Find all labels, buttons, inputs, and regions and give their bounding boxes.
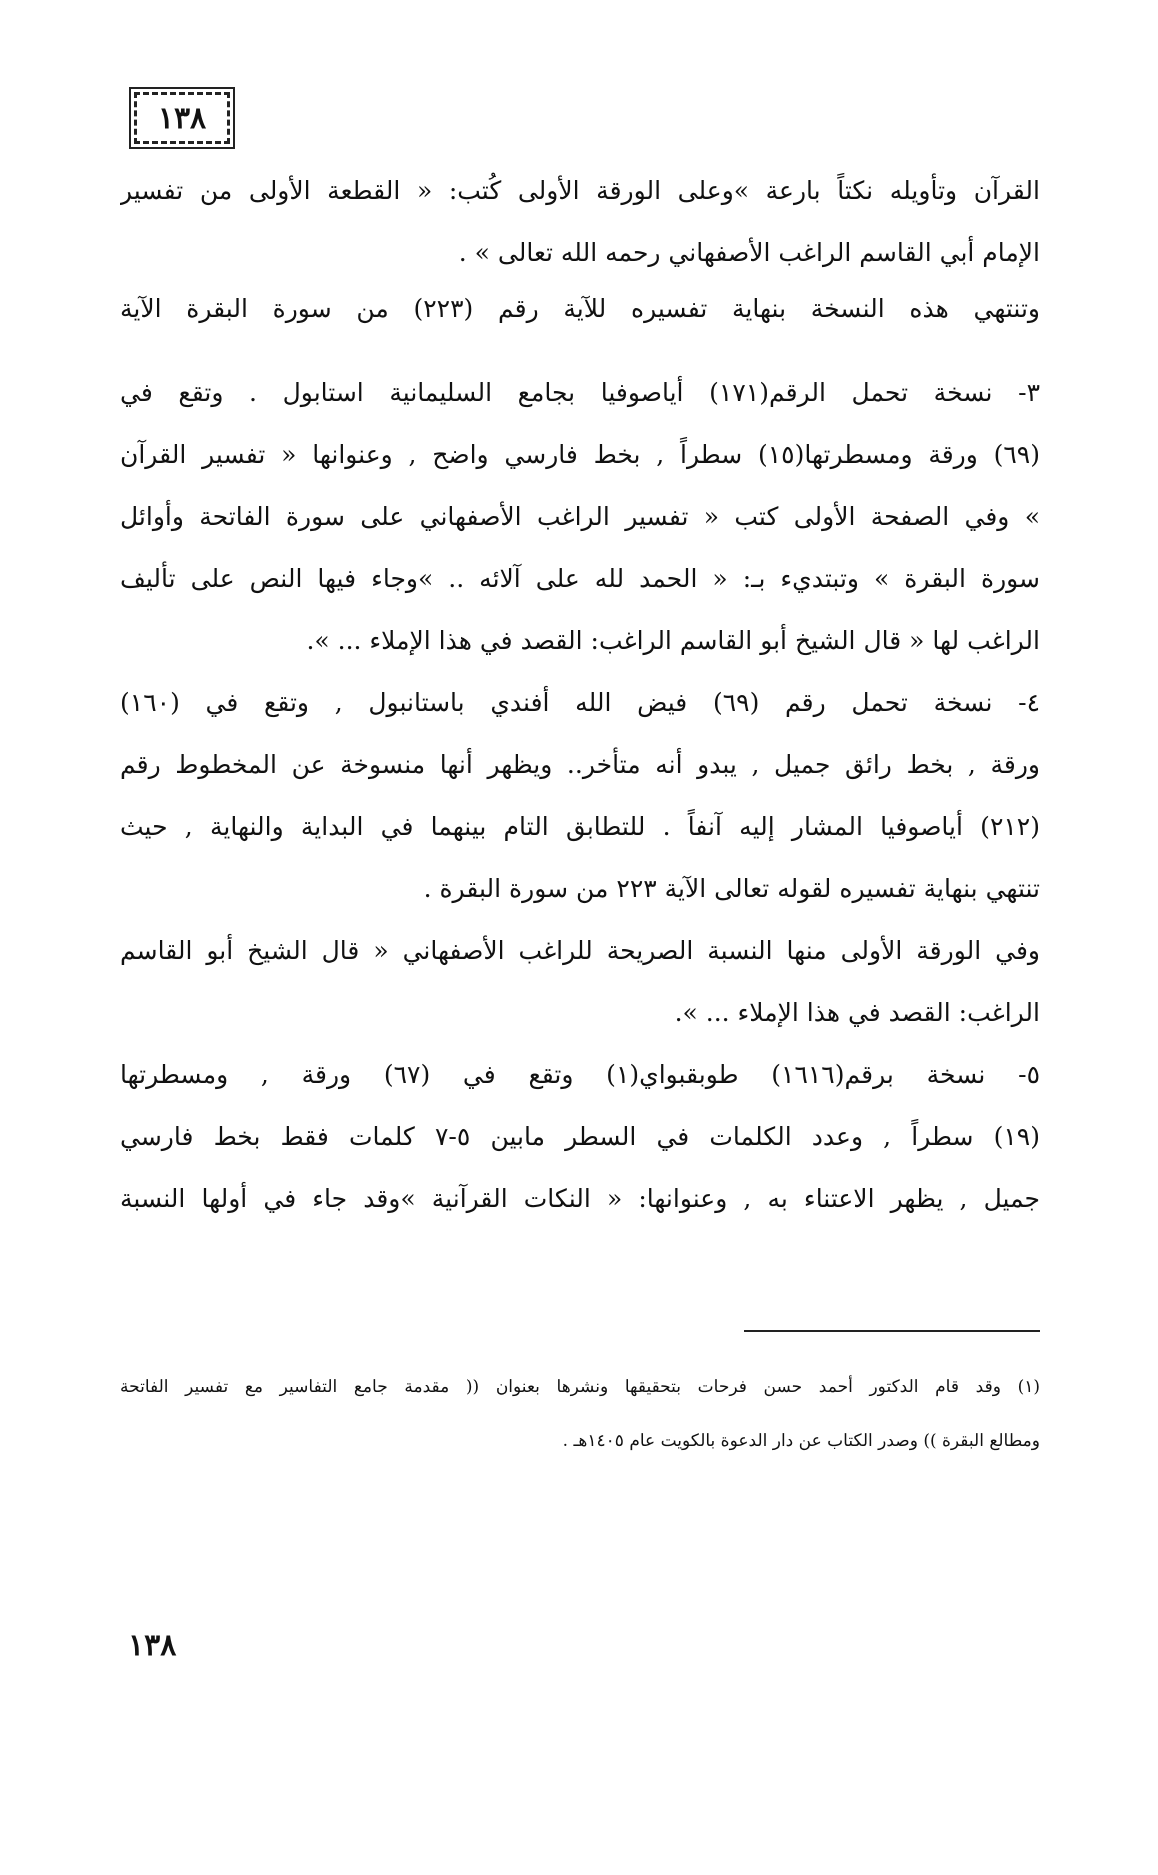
body-line: ٥- نسخة برقم(١٦١٦) طوبقبواي(١) وتقع في (٦٧) ورقة , ومسطرتها xyxy=(120,1060,1040,1089)
body-line: ٤- نسخة تحمل رقم (٦٩) فيض الله أفندي باستانبول , وتقع في (١٦٠) xyxy=(120,688,1040,717)
body-line: » وفي الصفحة الأولى كتب « تفسير الراغب الأصفهاني على سورة الفاتحة وأوائل xyxy=(120,502,1040,531)
body-line: القرآن وتأويله نكتاً بارعة »وعلى الورقة الأولى كُتب: « القطعة الأولى من تفسير xyxy=(120,176,1040,205)
body-line: ورقة , بخط رائق جميل , يبدو أنه متأخر.. ويظهر أنها منسوخة عن المخطوط رقم xyxy=(120,750,1040,779)
footnote-line: (١) وقد قام الدكتور أحمد حسن فرحات بتحقيقها ونشرها بعنوان (( مقدمة جامع التفاسير مع تفسير الفاتحة xyxy=(120,1377,1040,1397)
footnote-divider xyxy=(744,1330,1040,1332)
body-line: وتنتهي هذه النسخة بنهاية تفسيره للآية رقم (٢٢٣) من سورة البقرة الآية xyxy=(120,294,1040,323)
body-line: الراغب لها « قال الشيخ أبو القاسم الراغب: القصد في هذا الإملاء ... ». xyxy=(306,626,1040,655)
body-line: جميل , يظهر الاعتناء به , وعنوانها: « النكات القرآنية »وقد جاء في أولها النسبة xyxy=(120,1184,1040,1213)
body-line: وفي الورقة الأولى منها النسبة الصريحة للراغب الأصفهاني « قال الشيخ أبو القاسم xyxy=(120,936,1040,965)
body-line: سورة البقرة » وتبتديء بـ: « الحمد لله على آلائه .. »وجاء فيها النص على تأليف xyxy=(120,564,1040,593)
footnote-line: ومطالع البقرة )) وصدر الكتاب عن دار الدعوة بالكويت عام ١٤٠٥هـ . xyxy=(562,1431,1040,1451)
page-number-footer: ١٣٨ xyxy=(128,1628,177,1663)
body-line: ٣- نسخة تحمل الرقم(١٧١) أياصوفيا بجامع السليمانية استابول . وتقع في xyxy=(120,378,1040,407)
body-line: (٦٩) ورقة ومسطرتها(١٥) سطراً , بخط فارسي واضح , وعنوانها « تفسير القرآن xyxy=(120,440,1040,469)
body-line: (١٩) سطراً , وعدد الكلمات في السطر مابين ٥-٧ كلمات فقط بخط فارسي xyxy=(120,1122,1040,1151)
body-line: تنتهي بنهاية تفسيره لقوله تعالى الآية ٢٢٣ من سورة البقرة . xyxy=(423,874,1040,903)
body-line: الراغب: القصد في هذا الإملاء ... ». xyxy=(674,998,1040,1027)
page-number-header-box: ١٣٨ xyxy=(134,92,230,144)
body-line: الإمام أبي القاسم الراغب الأصفهاني رحمه الله تعالى » . xyxy=(458,238,1040,267)
body-line: (٢١٢) أياصوفيا المشار إليه آنفاً . للتطابق التام بينهما في البداية والنهاية , حيث xyxy=(120,812,1040,841)
footnotes xyxy=(120,1360,1040,1468)
main-text-body xyxy=(120,160,1040,1230)
